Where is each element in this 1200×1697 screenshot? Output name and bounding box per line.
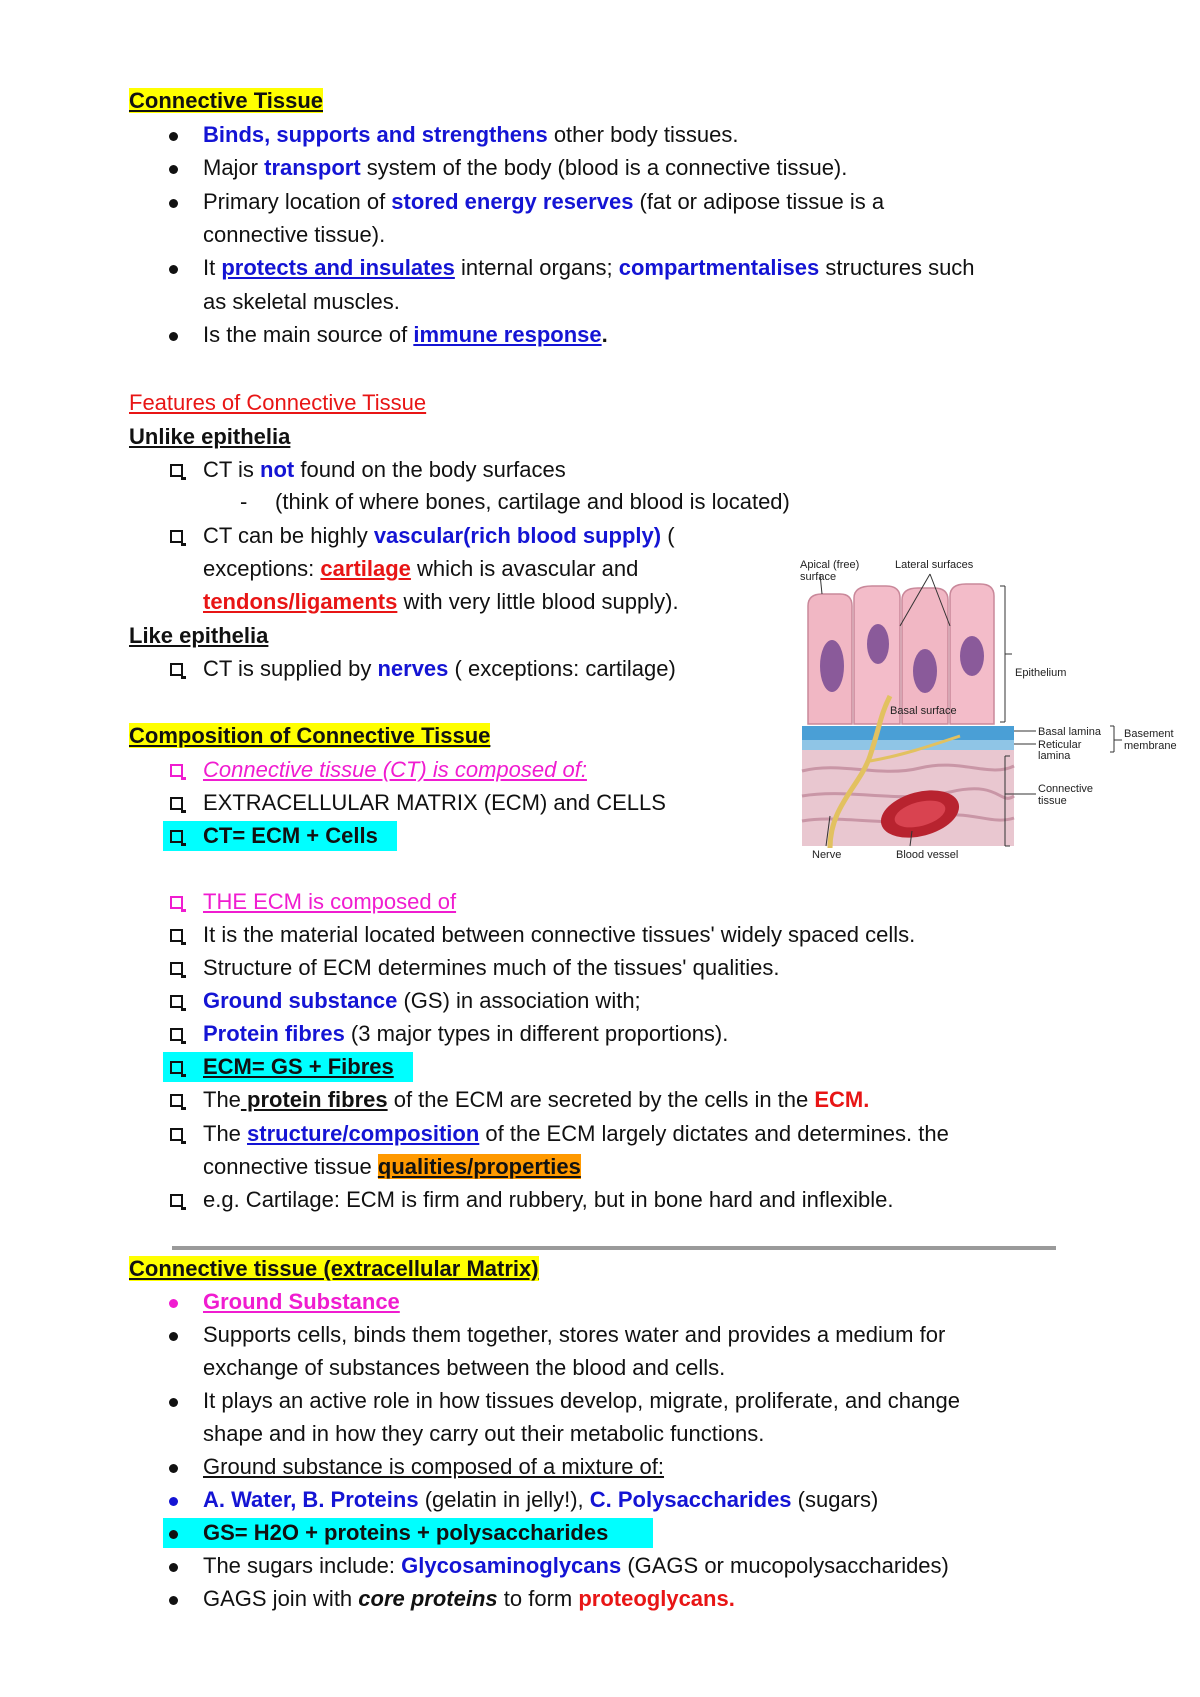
figure-label: Apical (free) [800,559,860,571]
cell-nucleus [960,636,984,676]
bullet-icon [169,1530,178,1539]
checkbox-icon [170,663,183,676]
list-item-continuation: exchange of substances between the blood and cells. [203,1355,726,1380]
bullet-icon [169,1497,178,1506]
horizontal-divider [172,1246,1056,1250]
section-title-extracellular-matrix: Connective tissue (extracellular Matrix) [129,1256,539,1281]
reticular-lamina-layer [802,740,1014,750]
list-item: Primary location of stored energy reserves (fat or adipose tissue is a [203,189,885,214]
checkbox-icon [170,962,183,975]
bullet-icon [169,1596,178,1605]
list-item-continuation: connective tissue). [203,222,386,247]
figure-label: Basement [1124,728,1174,740]
list-item: Ground Substance [203,1289,400,1314]
subheading-unlike-epithelia: Unlike epithelia [129,424,291,449]
list-item: THE ECM is composed of [203,889,457,914]
list-item: e.g. Cartilage: ECM is firm and rubbery, but in bone hard and inflexible. [203,1187,894,1212]
list-item: It is the material located between connective tissues' widely spaced cells. [203,922,916,947]
bullet-icon [169,1563,178,1572]
list-item: Binds, supports and strengthens other body tissues. [203,122,739,147]
list-item: GS= H2O + proteins + polysaccharides [203,1520,609,1545]
list-item-continuation: connective tissue qualities/properties [203,1154,581,1179]
list-item: Supports cells, binds them together, stores water and provides a medium for [203,1322,946,1347]
list-item-continuation: shape and in how they carry out their metabolic functions. [203,1421,765,1446]
list-item: Is the main source of immune response. [203,322,608,347]
bullet-icon [169,1299,178,1308]
list-item: Connective tissue (CT) is composed of: [203,757,587,782]
bullet-icon [169,132,178,141]
figure-label: Reticular [1038,739,1082,751]
bullet-icon [169,165,178,174]
checkbox-icon [170,1028,183,1041]
bullet-icon [169,1332,178,1341]
checkbox-icon [170,764,183,777]
cell-nucleus [913,649,937,693]
cell-nucleus [820,640,844,692]
figure-label: surface [800,571,837,583]
figure-label: membrane [1124,740,1177,752]
list-item: CT is supplied by nerves ( exceptions: cartilage) [203,656,676,681]
list-item: Ground substance is composed of a mixture of: [203,1454,665,1479]
checkbox-icon [170,1194,183,1207]
dash-icon: - [240,489,248,514]
cell-nucleus [867,624,889,664]
list-item: GAGS join with core proteins to form proteoglycans. [203,1586,735,1611]
basal-lamina-layer [802,726,1014,740]
bullet-icon [169,332,178,341]
list-item: Structure of ECM determines much of the tissues' qualities. [203,955,780,980]
bullet-icon [169,1464,178,1473]
list-item: Major transport system of the body (blood is a connective tissue). [203,155,848,180]
bullet-icon [169,265,178,274]
checkbox-icon [170,797,183,810]
list-item: It protects and insulates internal organs; compartmentalises structures such [203,255,975,280]
figure-label: Lateral surfaces [895,559,974,571]
bullet-icon [169,1398,178,1407]
checkbox-icon [170,830,183,843]
list-item-continuation: tendons/ligaments with very little blood supply). [203,589,679,614]
checkbox-icon [170,530,183,543]
list-item: The sugars include: Glycosaminoglycans (GAGS or mucopolysaccharides) [203,1553,949,1578]
checkbox-icon [170,464,183,477]
checkbox-icon [170,929,183,942]
epithelium-diagram [800,556,1190,861]
figure-label: Basal lamina [1038,726,1101,738]
bullet-icon [169,199,178,208]
list-item: Protein fibres (3 major types in different proportions). [203,1021,729,1046]
list-item: CT= ECM + Cells [203,823,378,848]
list-item: A. Water, B. Proteins (gelatin in jelly!), C. Polysaccharides (sugars) [203,1487,879,1512]
figure-label: Epithelium [1015,667,1067,679]
list-item-continuation: as skeletal muscles. [203,289,400,314]
list-item: CT is not found on the body surfaces [203,457,566,482]
sub-list-item: (think of where bones, cartilage and blood is located) [275,489,790,514]
section-title-features: Features of Connective Tissue [129,390,427,415]
section-title-connective-tissue: Connective Tissue [129,88,323,113]
figure-label: Basal surface [890,705,957,717]
list-item: It plays an active role in how tissues develop, migrate, proliferate, and change [203,1388,960,1413]
list-item: CT can be highly vascular(rich blood supply) ( [203,523,675,548]
list-item: The protein fibres of the ECM are secreted by the cells in the ECM. [203,1087,870,1112]
list-item: EXTRACELLULAR MATRIX (ECM) and CELLS [203,790,666,815]
figure-label: Connective [1038,783,1094,795]
figure-label: Nerve [812,849,842,861]
section-title-composition: Composition of Connective Tissue [129,723,491,748]
list-item: ECM= GS + Fibres [203,1054,394,1079]
list-item-continuation: exceptions: cartilage which is avascular and [203,556,639,581]
list-item: Ground substance (GS) in association with; [203,988,641,1013]
checkbox-icon [170,896,183,909]
checkbox-icon [170,995,183,1008]
figure-label: lamina [1038,750,1071,762]
subheading-like-epithelia: Like epithelia [129,623,269,648]
checkbox-icon [170,1094,183,1107]
checkbox-icon [170,1061,183,1074]
figure-label: tissue [1038,795,1067,807]
list-item: The structure/composition of the ECM largely dictates and determines. the [203,1121,949,1146]
checkbox-icon [170,1128,183,1141]
figure-label: Blood vessel [896,849,959,861]
